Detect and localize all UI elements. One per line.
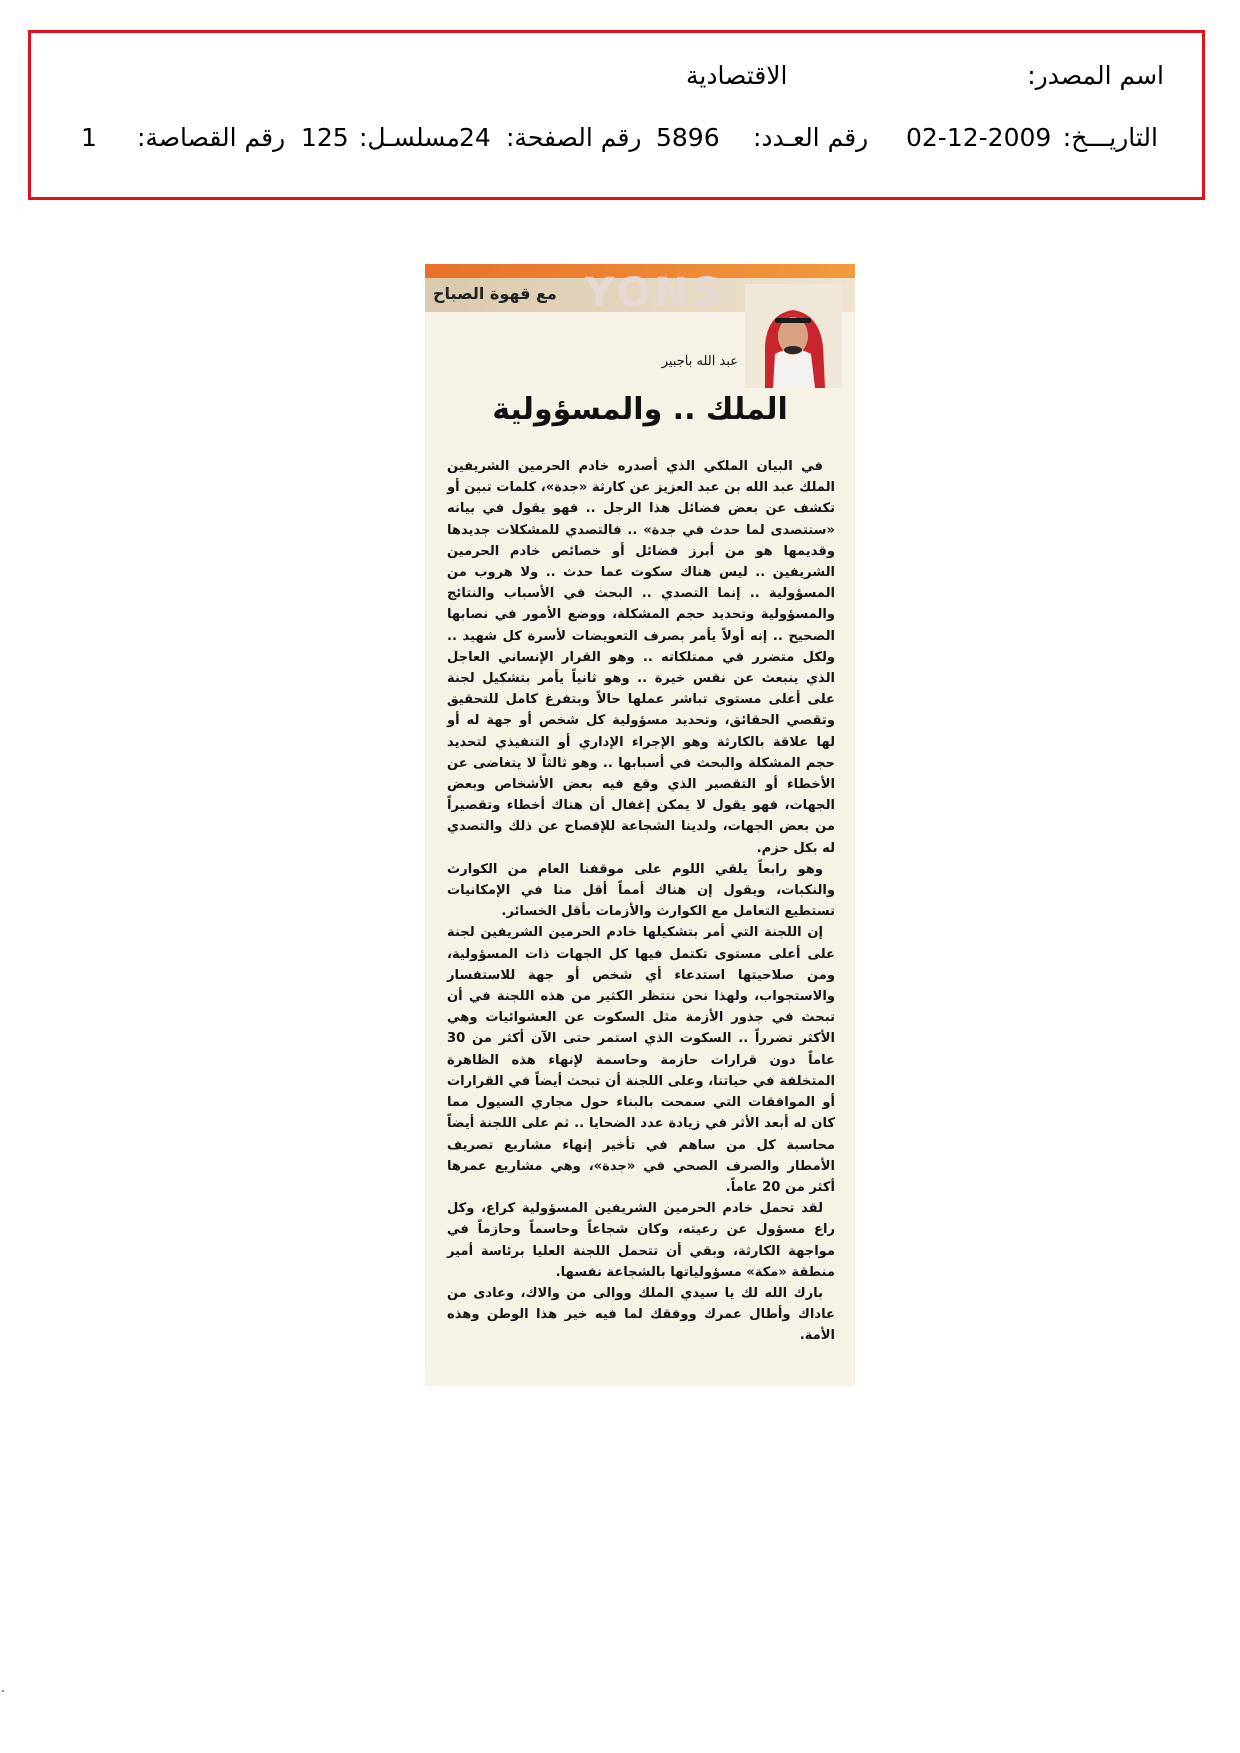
- source-value: الاقتصادية: [686, 61, 788, 90]
- watermark-graphic: YONS: [585, 270, 725, 316]
- author-name: عبد الله باجبير: [661, 354, 738, 369]
- paragraph: إن اللجنة التي أمر بتشكيلها خادم الحرمين الشريفين لجنة على أعلى مستوى تكتمل فيها كل الجهات ذات المسؤولية، ومن صلاحيتها استدعاء أي شخص أو جهة للاستفسار والاستجواب، ولهذا نحن ننتظر الكثير من هذه اللجنة في أن تبحث في جذور الأزمة مثل السكوت عن العشوائيات وهي الأكثر تضرراً .. السكوت الذي استمر حتى الآن أكثر من 30 عاماً دون قرارات حازمة وحاسمة لإنهاء هذه الظاهرة المتخلفة في حياتنا، وعلى اللجنة أن تبحث أيضاً في القرارات أو الموافقات التي سمحت بالبناء حول مجاري السيول مما كان له أبعد الأثر في زيادة عدد الضحايا .. ثم على اللجنة أيضاً محاسبة كل من ساهم في تأخير إنهاء مشاريع تصريف الأمطار والصرف الصحي في «جدة»، وهي مشاريع عمرها أكثر من 20 عاماً.: [447, 925, 835, 1195]
- paragraph: وهو رابعاً يلقي اللوم على موقفنا العام من الكوارث والنكبات، ويقول إن هناك أمماً أقل منا في الإمكانيات تستطيع التعامل مع الكوارث والأزمات بأقل الخسائر.: [447, 861, 835, 920]
- clip-label: رقم القصاصة:: [137, 123, 286, 152]
- date-label: التاريـــخ:: [1062, 123, 1158, 152]
- newspaper-clipping: [425, 264, 855, 1386]
- metadata-box: [28, 30, 1205, 200]
- paragraph: بارك الله لك يا سيدي الملك ووالى من والاك، وعادى من عاداك وأطال عمرك ووفقك لما فيه خير هذا الوطن وهذه الأمة.: [447, 1285, 835, 1344]
- page-value: 24: [459, 123, 491, 152]
- author-photo: [745, 284, 842, 388]
- issue-value: 5896: [656, 123, 720, 152]
- issue-label: رقم العـدد:: [753, 123, 869, 152]
- article-body: [447, 456, 835, 1347]
- serial-value: 125: [301, 123, 349, 152]
- clip-value: 1: [81, 123, 97, 152]
- date-value: 02-12-2009: [906, 123, 1052, 152]
- paragraph: لقد تحمل خادم الحرمين الشريفين المسؤولية كراع، وكل راع مسؤول عن رعيته، وكان شجاعاً وحاسماً وحازماً في مواجهة الكارثة، وبقي أن تتحمل اللجنة العليا برئاسة أمير منطقة «مكة» مسؤولياتها بالشجاعة نفسها.: [447, 1201, 835, 1280]
- paragraph: في البيان الملكي الذي أصدره خادم الحرمين الشريفين الملك عبد الله بن عبد العزيز عن كارثة «جدة»، كلمات تبين أو تكشف عن بعض فضائل هذا الرجل .. فهو يقول في بيانه «سنتصدى لما حدث في جدة» .. فالتصدي للمشكلات جديدها وقديمها هو من أبرز فضائل أو خصائص خادم الحرمين الشريفين .. ليس هناك سكوت عما حدث .. ولا هروب من المسؤولية .. إنما التصدي .. البحث في الأسباب والنتائج والمسؤولية وتحديد حجم المشكلة، ووضع الأمور في نصابها الصحيح .. إنه أولاً يأمر بصرف التعويضات لأسرة كل شهيد .. ولكل متضرر في ممتلكاته .. وهو القرار الإنساني العاجل الذي ينبعث عن نفس خيرة .. وهو ثانياً يأمر بتشكيل لجنة على أعلى مستوى تباشر عملها حالاً وبتفرغ كامل للتحقيق وتقصي الحقائق، وتحديد مسؤولية كل شخص أو جهة له أو لها علاقة بالكارثة وهو الإجراء الإداري أو التنفيذي لتحديد حجم المشكلة والبحث في أسبابها .. وهو ثالثاً لا يتغاضى عن الأخطاء أو التقصير الذي وقع فيه بعض الأشخاص وبعض الجهات، فهو يقول لا يمكن إغفال أن هناك أخطاء وتقصيراً من بعض الجهات، ولدينا الشجاعة للإفصاح عن ذلك والتصدي له بكل حزم.: [447, 459, 835, 856]
- page-label: رقم الصفحة:: [506, 123, 642, 152]
- column-name: مع قهوة الصباح: [433, 284, 557, 303]
- source-label: اسم المصدر:: [1027, 61, 1164, 90]
- serial-label: مسلسـل:: [359, 123, 460, 152]
- margin-mark: [2, 1690, 4, 1692]
- headline: الملك .. والمسؤولية: [492, 392, 788, 427]
- portrait-photo-icon: [745, 284, 842, 388]
